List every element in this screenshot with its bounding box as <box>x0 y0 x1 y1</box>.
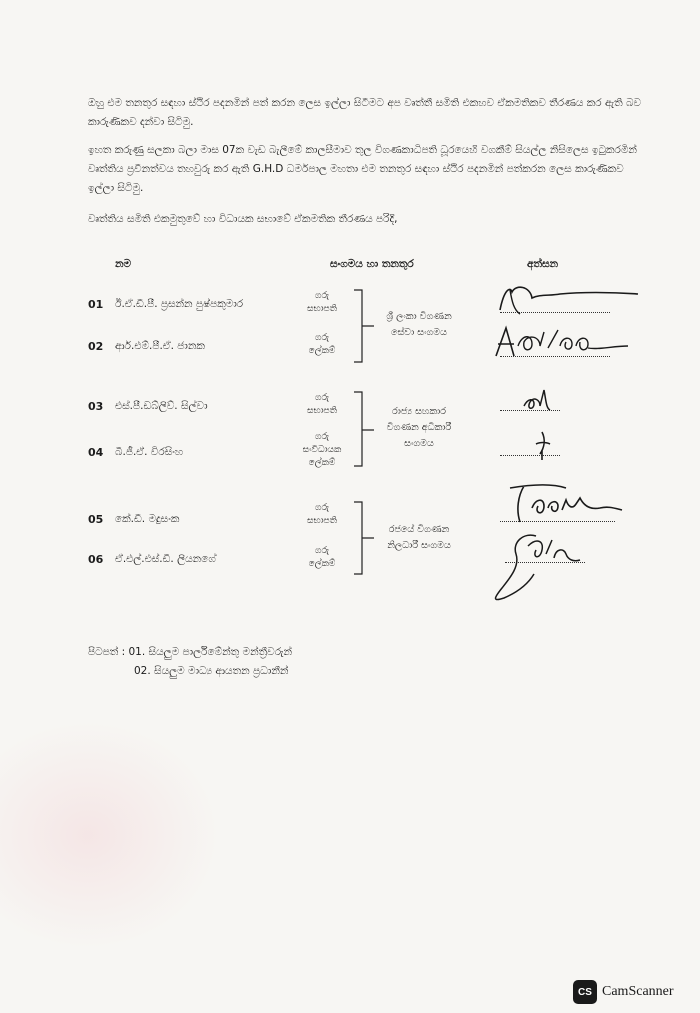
group-bracket <box>352 288 376 366</box>
member-role: ගරු සභාපති <box>307 291 337 314</box>
member-role: ගරු සභාපති <box>307 393 337 416</box>
row-number: 04 <box>88 446 104 459</box>
member-name: ආර්.එම්.පී.ඒ. ජානක <box>115 340 205 352</box>
member-name: එස්.පී.ඩබ්ලිව්. සිල්වා <box>115 400 208 412</box>
member-role: ගරු සංවිධායක ලේකම් <box>302 432 342 468</box>
member-name: කේ.ඩී. මදුසංක <box>115 513 180 525</box>
copies-item: 02. සියලුම මාධ්‍ය ආයතන ප්‍රධානීන් <box>134 665 289 677</box>
member-name: ඒ.එල්.එස්.ඩී. ලියනගේ <box>115 553 216 565</box>
camscanner-watermark <box>573 980 674 1004</box>
row-number: 02 <box>88 340 104 353</box>
copies-label: පිටපත් : 01. සියලුම පාර්ලිමේන්තු මන්ත්‍රීවරුන් <box>88 646 292 658</box>
header-name: නම <box>115 258 132 270</box>
member-name: ඊ.ඒ.ඩී.පී. ප්‍රසන්න පුෂ්පකුමාර <box>115 298 244 310</box>
row-number: 01 <box>88 298 104 311</box>
row-number: 03 <box>88 400 104 413</box>
header-union-post: සංගමය හා තනතුර <box>330 258 414 270</box>
signature-mark <box>488 322 638 362</box>
signature-mark <box>504 478 624 528</box>
union-name: රාජ්‍ය සහකාර විගණන අධිකාරී සංගමය <box>386 406 452 449</box>
member-role: ගරු ලේකම් <box>308 546 336 569</box>
row-number: 05 <box>88 513 104 526</box>
intro-paragraph-3: වෘත්තිය සමිති එකමුතුවේ හා විධායක සභාවේ ඒකමතික තීරණය පරිදි, <box>88 213 398 225</box>
member-name: බී.ජී.ඒ. විරසිංහ <box>115 446 184 458</box>
intro-paragraph-2: ඉහත කරුණු සලකා බලා මාස 07ක වැඩ බැලීමේ කාලසීමාව තුල විගණකාධිපති ධූරයෙහි වගකීම් සියල්ල නිසිලෙස ඉටුකරමින් වෘත්තිය ප්‍රවීනත්වය තහවුරු කර ඇති G.H.D ධර්මපාල මහතා එම තනතුර සඳහා ස්ථිර පදනමින් පත්කරන ලෙස කාරුණිකව ඉල්ලා සිටිමු. <box>88 144 637 194</box>
row-number: 06 <box>88 553 104 566</box>
group-bracket <box>352 390 376 470</box>
signature-mark <box>530 428 560 464</box>
camscanner-logo-icon: CS <box>573 980 597 1004</box>
camscanner-text: CamScanner <box>602 984 674 999</box>
signature-mark <box>484 528 584 604</box>
signature-mark <box>520 384 570 418</box>
union-name: රජයේ විගණන නිලධාරී සංගමය <box>387 524 451 551</box>
header-signature: අත්සන <box>527 258 559 270</box>
union-name: ශ්‍රී ලංකා විගණන සේවා සංගමය <box>386 311 452 338</box>
member-role: ගරු ලේකම් <box>308 333 336 356</box>
group-bracket <box>352 500 376 578</box>
intro-paragraph-1: ඔහු එම තනතුර සඳහා ස්ථිර පදනමින් පත් කරන ලෙස ඉල්ලා සිටීමට අප වෘත්තී සමිති එකහව ඒකමතිකව තීරණය කර ඇති බව කාරුණිකව දන්වා සිටිමු. <box>88 97 642 128</box>
member-role: ගරු සභාපති <box>307 503 337 526</box>
paper-stain <box>0 720 220 950</box>
signature-mark <box>490 280 640 320</box>
